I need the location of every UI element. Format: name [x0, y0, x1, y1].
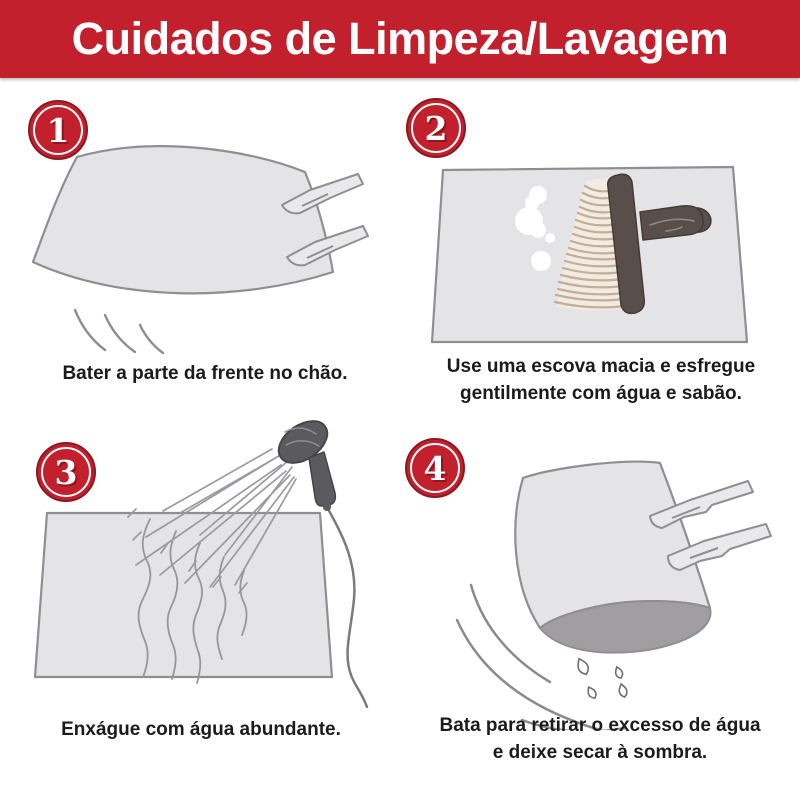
- step-4-number: 4: [423, 448, 447, 488]
- step-4-caption: [403, 712, 797, 766]
- motion-lines: [75, 310, 163, 353]
- brush-soap-illustration: [410, 118, 790, 378]
- header-banner: [0, 0, 800, 78]
- step-1-number-badge: [28, 100, 88, 160]
- step-2-number-badge: [406, 98, 466, 158]
- page-title: Cuidados de Limpeza/Lavagem: [71, 13, 729, 64]
- caption-line: gentilmente com água e sabão.: [460, 383, 742, 404]
- step-3-number-badge: [36, 442, 96, 502]
- mat-shape: [35, 513, 332, 677]
- caption-line: Use uma escova macia e esfregue: [446, 356, 756, 377]
- caption-line: Enxágue com água abundante.: [61, 719, 341, 740]
- step-3-caption: [5, 716, 397, 743]
- step-2-caption: [405, 353, 797, 407]
- step-3-number: 3: [54, 452, 78, 492]
- caption-line: Bater a parte da frente no chão.: [62, 363, 348, 384]
- step-2-number: 2: [424, 108, 448, 148]
- step-4-number-badge: [405, 438, 465, 498]
- step-1-number: 1: [46, 110, 70, 150]
- mat-shape: [33, 146, 333, 293]
- caption-line: e deixe secar à sombra.: [492, 742, 708, 763]
- step-1-caption: [10, 360, 400, 387]
- water-drop-icons: [575, 657, 629, 700]
- caption-line: Bata para retirar o excesso de água: [439, 715, 761, 736]
